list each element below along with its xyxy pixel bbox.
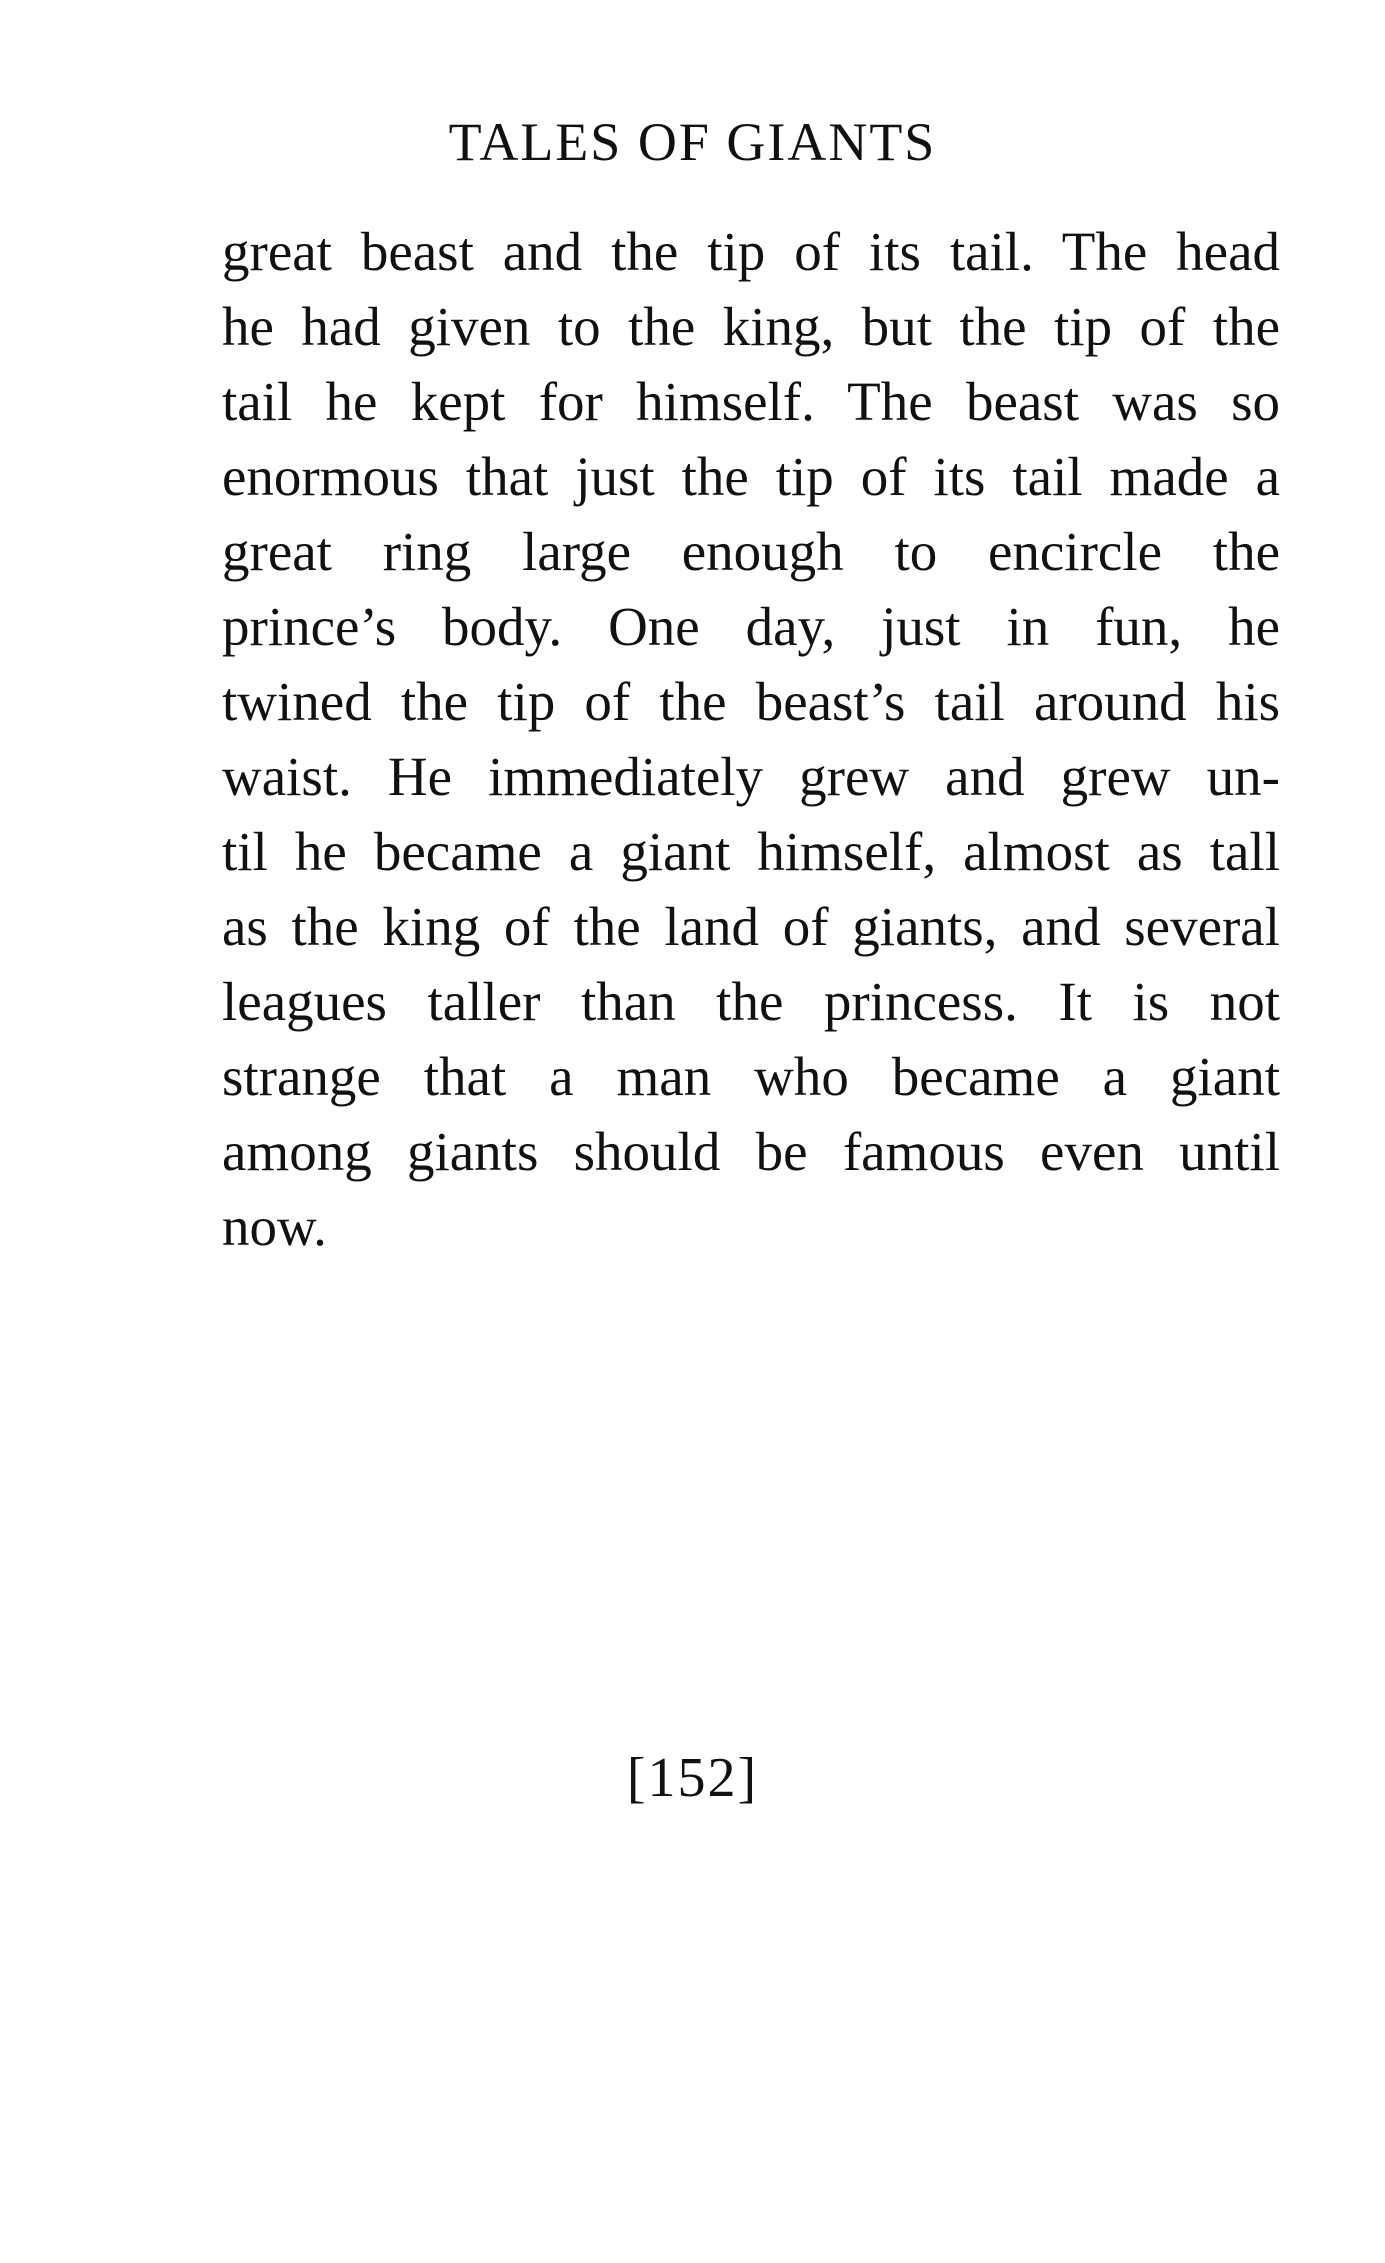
- text-line: strange that a man who became a giant: [222, 1046, 1280, 1107]
- text-line: waist. He immediately grew and grew un-: [222, 746, 1280, 807]
- text-line: great beast and the tip of its tail. The head: [222, 221, 1280, 282]
- text-line-last: now.: [222, 1196, 327, 1257]
- text-line: as the king of the land of giants, and several: [222, 896, 1280, 957]
- text-line: leagues taller than the princess. It is not: [222, 971, 1280, 1032]
- text-line: twined the tip of the beast’s tail around his: [222, 671, 1280, 732]
- page-number: [152]: [626, 1747, 759, 1809]
- text-line: tail he kept for himself. The beast was so: [222, 371, 1280, 432]
- text-line: prince’s body. One day, just in fun, he: [222, 596, 1280, 657]
- text-line: great ring large enough to encircle the: [222, 521, 1280, 582]
- running-head: TALES OF GIANTS: [448, 112, 937, 172]
- text-line: til he became a giant himself, almost as tall: [222, 821, 1280, 882]
- text-line: enormous that just the tip of its tail made a: [222, 446, 1280, 507]
- text-line: he had given to the king, but the tip of the: [222, 296, 1280, 357]
- text-line: among giants should be famous even until: [222, 1121, 1280, 1182]
- body-text: [222, 214, 1280, 1264]
